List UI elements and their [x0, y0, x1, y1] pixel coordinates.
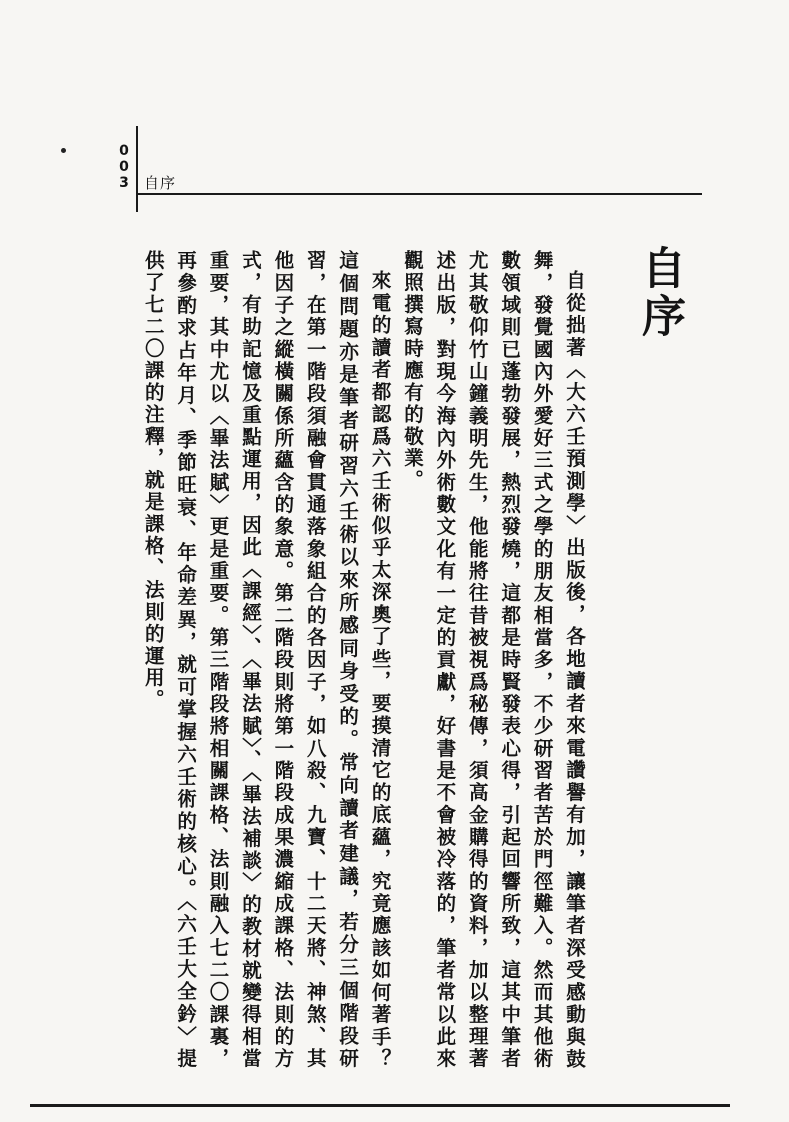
page-number-digit: 0	[119, 159, 129, 175]
bottom-rule	[30, 1104, 730, 1107]
paragraph: 自從拙著〈大六壬預測學〉出版後，各地讀者來電讚譽有加，讓筆者深受感動與鼓舞，發覺國內外愛好三式之學的朋友相當多，不少研習者苦於門徑難入。然而其他術數領域則已蓬勃發展，熱烈發燒，這都是時賢發表心得，引起回響所致，這其中筆者尤其敬仰竹山鐘義明先生，他能將往昔被視爲秘傳，須高金購得的資料，加以整理著述出版，對現今海內外術數文化有一定的貢獻，好書是不會被冷落的，筆者常以此來觀照撰寫時應有的敬業。	[400, 250, 586, 1070]
page-number	[117, 143, 131, 191]
running-title: 自序	[144, 174, 177, 192]
page-title: 自序	[634, 245, 685, 341]
page-number-digit: 0	[119, 143, 129, 159]
page-number-digit: 3	[119, 175, 129, 191]
header-vertical-rule	[136, 126, 138, 212]
margin-dot	[61, 148, 66, 153]
body-text	[136, 250, 590, 1070]
paragraph: 來電的讀者都認爲六壬術似乎太深奧了些，要摸清它的底蘊，究竟應該如何著手？這個問題亦是筆者研習六壬術以來所感同身受的。常向讀者建議，若分三個階段研習，在第一階段須融會貫通落象組合的各因子，如八殺、九寶、十二天將、神煞、其他因子之縱橫關係所蘊含的象意。第二階段則將第一階段成果濃縮成課格、法則的方式，有助記憶及重點運用，因此〈課經〉、〈畢法賦〉、〈畢法補談〉的教材就變得相當重要，其中尤以〈畢法賦〉更是重要。第三階段將相關課格、法則融入七二〇課裏，再參酌求占年月、季節旺衰、年命差異，就可掌握六壬術的核心。〈六壬大全鈐〉提供了七二〇課的注釋，就是課格、法則的運用。	[141, 250, 392, 1070]
header-horizontal-rule	[136, 193, 702, 195]
